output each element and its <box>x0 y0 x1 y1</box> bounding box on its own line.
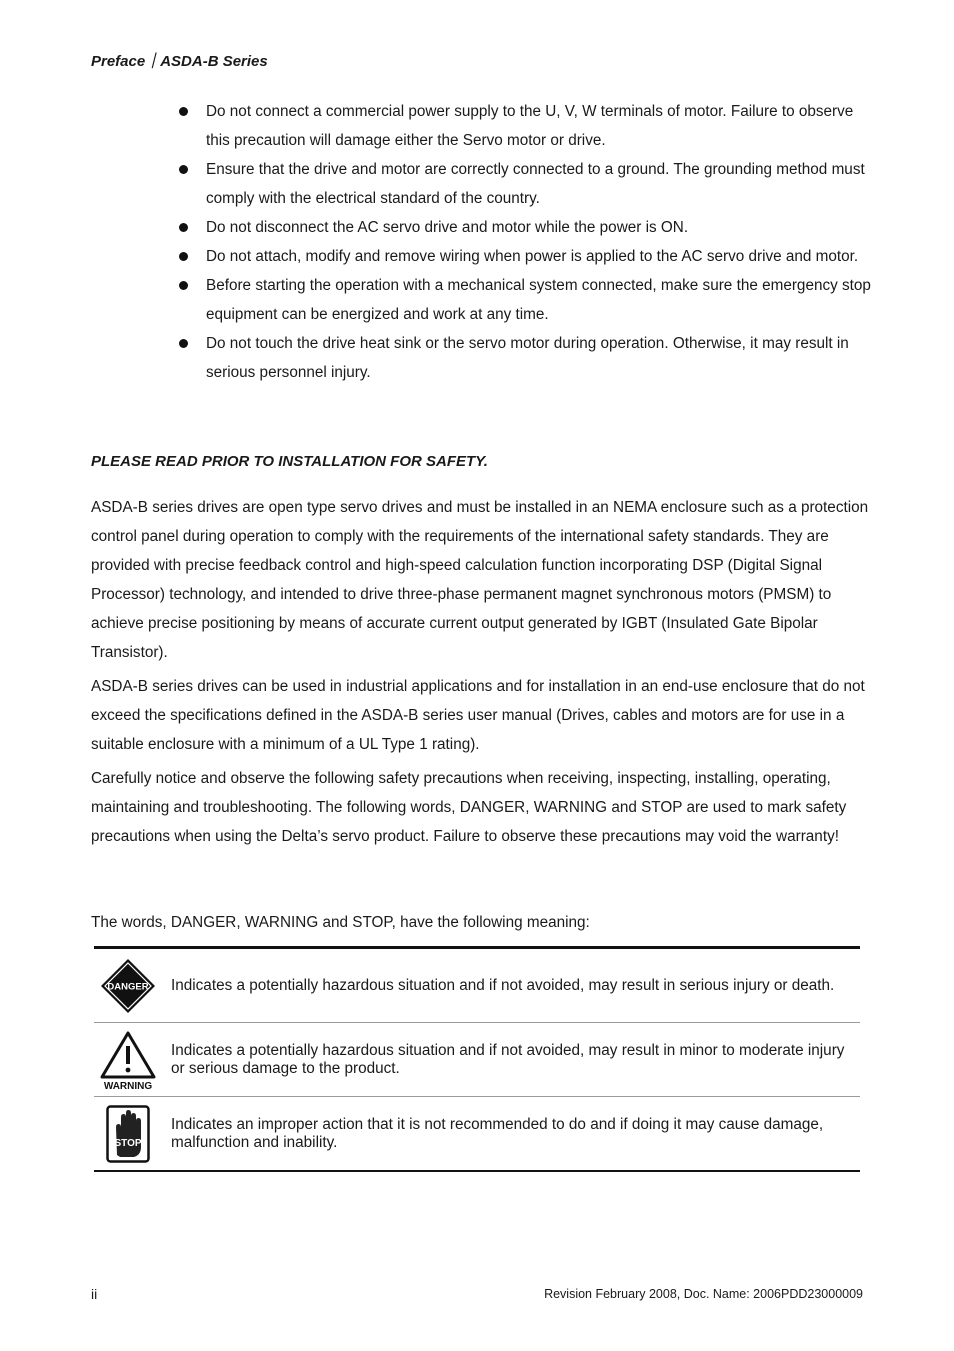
stop-hand-icon <box>95 1101 161 1167</box>
bullet-icon <box>179 165 188 174</box>
warning-icon-label: WARNING <box>103 1080 153 1091</box>
bullet-icon <box>179 339 188 348</box>
list-item-text: Ensure that the drive and motor are correctly connected to a ground. The grounding method must comply with the electrical standard of the country. <box>206 161 865 207</box>
revision-info: Revision February 2008, Doc. Name: 2006PDD23000009 <box>544 1287 863 1301</box>
list-item <box>176 271 871 329</box>
running-header: Preface｜ASDA-B Series <box>91 53 268 70</box>
paragraph: Carefully notice and observe the following safety precautions when receiving, inspecting, installing, operating, maintaining and troubleshooting. The following words, DANGER, WARNING and STOP are used to mark safety precautions when using the Delta’s servo product. Failure to observe these precautions may void the warranty! <box>91 770 847 845</box>
list-item <box>176 329 871 387</box>
list-item-text: Do not connect a commercial power supply to the U, V, W terminals of motor. Failure to observe this precaution will damage either the Servo motor or drive. <box>206 103 854 149</box>
bullet-icon <box>179 252 188 261</box>
bullet-icon <box>179 281 188 290</box>
list-item-text: Do not touch the drive heat sink or the servo motor during operation. Otherwise, it may result in serious personnel injury. <box>206 335 849 381</box>
paragraph: ASDA-B series drives can be used in industrial applications and for installation in an end-use enclosure that do not exceed the specifications defined in the ASDA-B series user manual (Drives, cables and motors are for use in a suitable enclosure with a minimum of a UL Type 1 rating). <box>91 678 865 753</box>
meaning-intro: The words, DANGER, WARNING and STOP, have the following meaning: <box>91 914 590 931</box>
symbol-row-warning <box>94 1022 860 1096</box>
page-number: ii <box>91 1286 98 1302</box>
symbol-table <box>94 946 860 1172</box>
bullet-icon <box>179 223 188 232</box>
symbol-row-stop <box>94 1096 860 1170</box>
list-item <box>176 155 871 213</box>
danger-icon <box>95 953 161 1019</box>
list-item-text: Before starting the operation with a mechanical system connected, make sure the emergency stop equipment can be energized and work at any time. <box>206 277 871 323</box>
list-item <box>176 213 871 242</box>
precaution-list <box>176 97 871 387</box>
stop-description: Indicates an improper action that it is not recommended to do and if doing it may cause damage, malfunction and inability. <box>171 1115 824 1151</box>
list-item <box>176 97 871 155</box>
list-item <box>176 242 871 271</box>
list-item-text: Do not attach, modify and remove wiring when power is applied to the AC servo drive and motor. <box>206 248 859 265</box>
section-heading: PLEASE READ PRIOR TO INSTALLATION FOR SAFETY. <box>91 453 488 470</box>
paragraph: ASDA-B series drives are open type servo drives and must be installed in an NEMA enclosure such as a protection control panel during operation to comply with the requirements of the international safety standards. They are provided with precise feedback control and high-speed calculation function incorporating DSP (Digital Signal Processor) technology, and intended to drive three-phase permanent magnet synchronous motors (PMSM) to achieve precise positioning by means of accurate current output generated by IGBT (Insulated Gate Bipolar Transistor). <box>91 499 869 661</box>
danger-description: Indicates a potentially hazardous situation and if not avoided, may result in serious injury or death. <box>171 976 835 994</box>
danger-icon-label: DANGER <box>107 981 149 992</box>
stop-icon-label: STOP <box>114 1137 142 1149</box>
body-text <box>91 493 881 856</box>
symbol-row-danger <box>94 949 860 1022</box>
warning-icon <box>95 1027 161 1093</box>
list-item-text: Do not disconnect the AC servo drive and motor while the power is ON. <box>206 219 689 236</box>
bullet-icon <box>179 107 188 116</box>
warning-description: Indicates a potentially hazardous situation and if not avoided, may result in minor to moderate injury or serious damage to the product. <box>171 1041 845 1077</box>
